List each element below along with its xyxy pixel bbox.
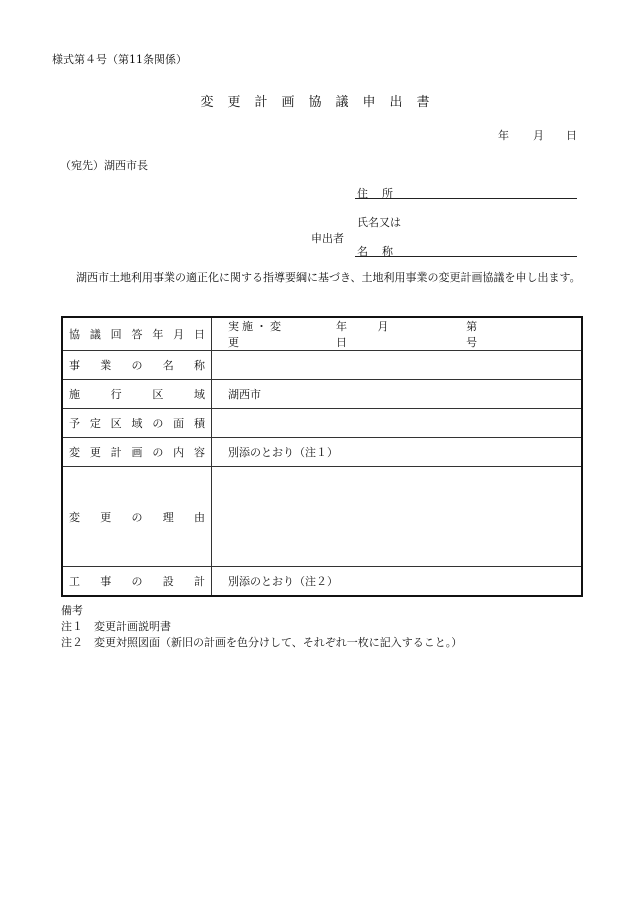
name-label: 名称 (357, 245, 407, 258)
change-content-cell[interactable]: 別添のとおり（注１） (212, 438, 583, 467)
row-label-answer-date: 協議回答年月日 (62, 317, 212, 351)
table-row (62, 380, 582, 409)
table-row (62, 567, 582, 596)
date-day-label: 日 (566, 129, 577, 142)
answer-date-cell[interactable] (212, 317, 583, 351)
table-row (62, 317, 582, 351)
row-label-project-name: 事業の名称 (62, 351, 212, 380)
row-label-planned-area: 予定区域の面積 (62, 409, 212, 438)
row-label-area: 施行区域 (62, 380, 212, 409)
row-label-change-content: 変更計画の内容 (62, 438, 212, 467)
answer-day-label: 日 (336, 336, 347, 349)
addressee: （宛先）湖西市長 (60, 159, 148, 172)
table-row (62, 351, 582, 380)
table-row (62, 409, 582, 438)
row-label-change-reason: 変更の理由 (62, 467, 212, 567)
answer-month-label: 月 (377, 320, 389, 333)
remarks-heading: 備考 (61, 604, 83, 617)
application-table (61, 316, 583, 597)
date-year-label: 年 (498, 129, 509, 142)
name-label-top: 氏名又は (357, 216, 401, 229)
area-cell[interactable]: 湖西市 (212, 380, 583, 409)
remarks (61, 603, 462, 651)
remarks-note-2: 注２ 変更対照図面（新旧の計画を色分けして、それぞれ一枚に記入すること。） (61, 636, 463, 649)
implement-change-label: 実施・変更 (228, 320, 284, 349)
number-prefix-label: 第 (466, 320, 478, 333)
body-text: 湖西市土地利用事業の適正化に関する指導要綱に基づき、土地利用事業の変更計画協議を申し出ます。 (76, 271, 581, 284)
project-name-cell[interactable] (212, 351, 583, 380)
construction-design-cell[interactable]: 別添のとおり（注２） (212, 567, 583, 596)
date-month-label: 月 (533, 129, 544, 142)
change-reason-cell[interactable] (212, 467, 583, 567)
row-label-construction-design: 工事の設計 (62, 567, 212, 596)
answer-year-label: 年 (336, 320, 347, 333)
applicant-label: 申出者 (311, 232, 344, 245)
table-row (62, 438, 582, 467)
document-title: 変更計画協議申出書 (200, 95, 444, 110)
form-number: 様式第４号（第11条関係） (52, 53, 187, 66)
address-label: 住所 (357, 187, 407, 200)
remarks-note-1: 注１ 変更計画説明書 (61, 620, 171, 633)
table-row (62, 467, 582, 567)
number-suffix-label: 号 (466, 336, 478, 349)
planned-area-cell[interactable] (212, 409, 583, 438)
